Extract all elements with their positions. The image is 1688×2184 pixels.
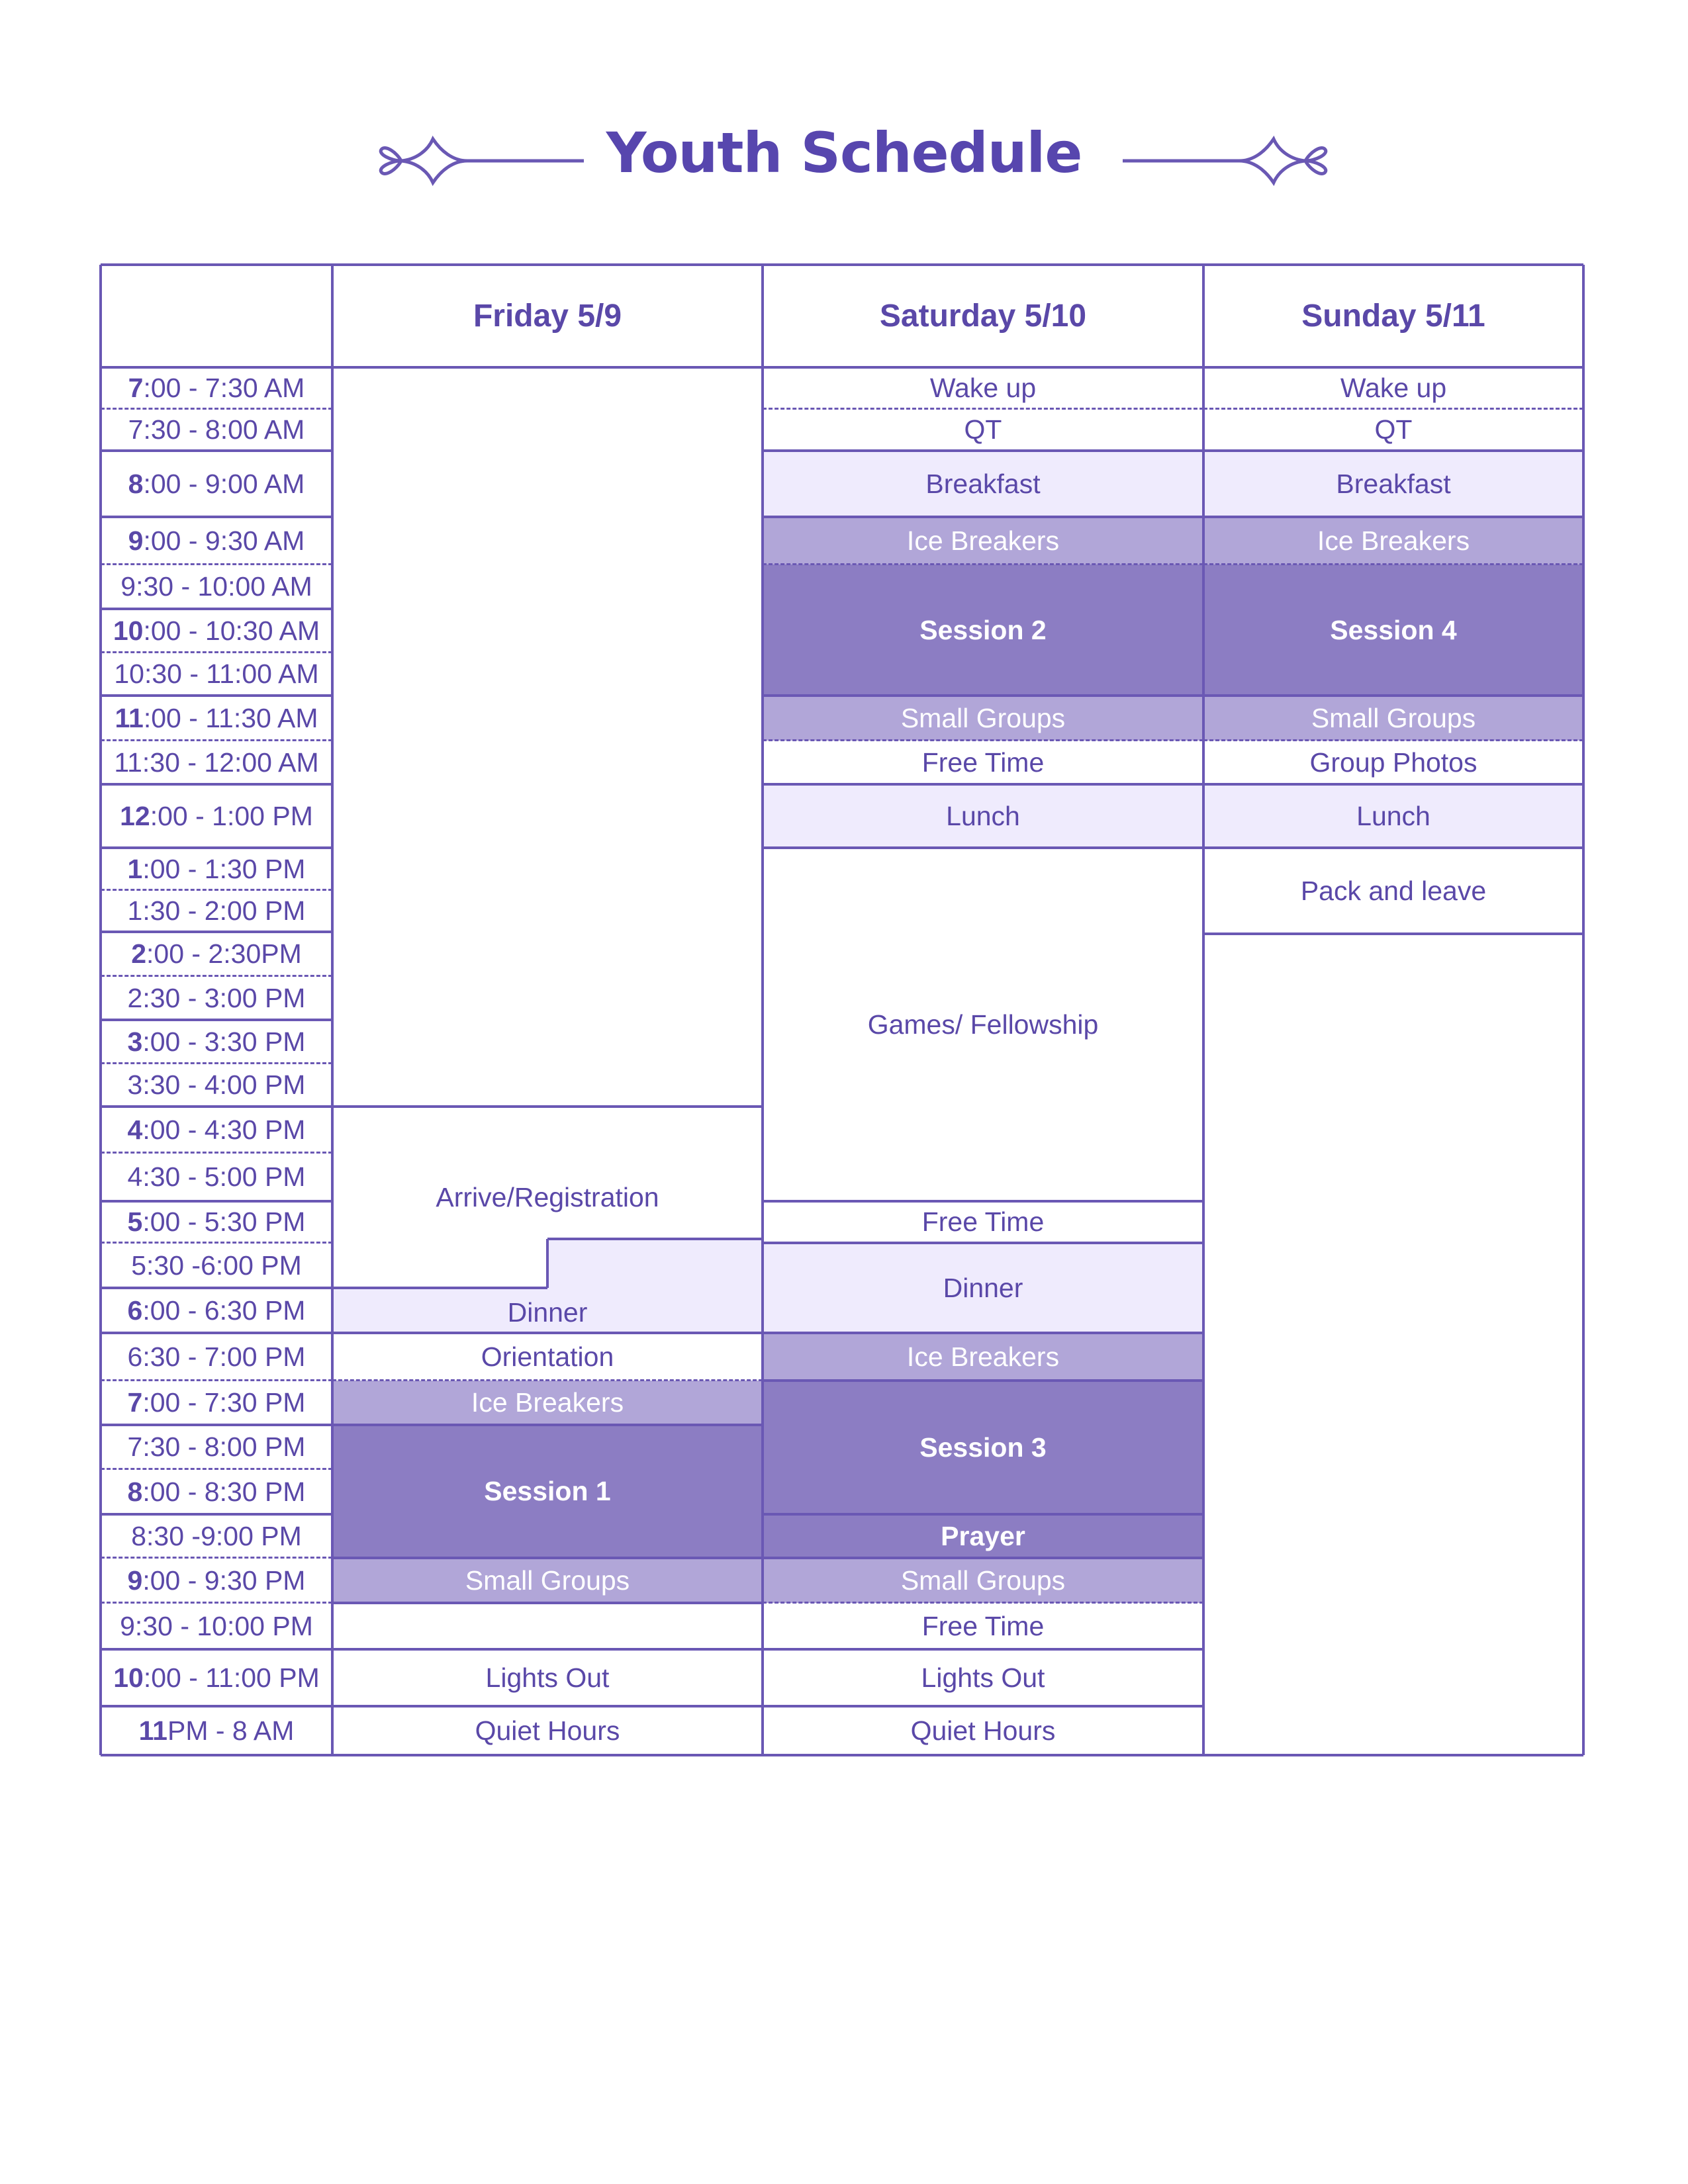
friday-orientation: Orientation (332, 1333, 763, 1381)
time-range: 9:30 - 10:00 AM (120, 571, 312, 602)
dashed-divider (101, 975, 332, 977)
divider (101, 1648, 332, 1651)
divider (763, 1648, 1203, 1651)
time-hour: 10 (113, 615, 144, 646)
saturday-free-time-am: Free Time (763, 741, 1203, 784)
divider (763, 1557, 1203, 1559)
divider (101, 1019, 332, 1021)
saturday-dinner: Dinner (763, 1243, 1203, 1333)
saturday-breakfast: Breakfast (763, 451, 1203, 517)
saturday-wake-up: Wake up (763, 367, 1203, 409)
divider (101, 931, 332, 933)
time-slot (101, 1469, 332, 1514)
divider (763, 1379, 1203, 1382)
saturday-free-time-night: Free Time (763, 1603, 1203, 1649)
divider (101, 1332, 332, 1334)
right-flourish-icon (1113, 131, 1332, 191)
friday-session-1: Session 1 (332, 1425, 763, 1558)
saturday-lunch: Lunch (763, 784, 1203, 848)
dashed-divider (101, 651, 332, 653)
time-slot (101, 1333, 332, 1381)
time-slot (101, 932, 332, 976)
time-slot (101, 565, 332, 609)
time-slot (101, 848, 332, 890)
divider (1203, 783, 1583, 786)
time-slot (101, 1603, 332, 1649)
day-header-saturday: Saturday 5/10 (879, 298, 1087, 334)
day-header-sunday: Sunday 5/11 (1301, 298, 1485, 334)
time-hour: 11 (138, 1715, 167, 1746)
time-slot (101, 1706, 332, 1755)
time-range: :00 - 9:30 PM (142, 1565, 306, 1596)
time-range: :00 - 11:00 PM (143, 1662, 320, 1693)
divider (332, 1557, 763, 1559)
friday-quiet-hours: Quiet Hours (332, 1706, 763, 1755)
sunday-session-4: Session 4 (1203, 565, 1583, 696)
time-range: :00 - 10:30 AM (143, 615, 320, 646)
time-slot (101, 1201, 332, 1243)
dashed-divider (763, 563, 1203, 565)
dashed-divider (332, 1379, 763, 1381)
divider (101, 1200, 332, 1203)
friday-arrive-registration: Arrive/Registration (332, 1107, 763, 1288)
time-slot (101, 1381, 332, 1425)
time-range: 10:30 - 11:00 AM (114, 659, 319, 689)
time-range: :00 - 3:30 PM (142, 1026, 306, 1057)
time-slot (101, 696, 332, 741)
dashed-divider (1203, 739, 1583, 741)
dashed-divider (101, 1468, 332, 1470)
time-range: PM - 8 AM (167, 1715, 295, 1746)
divider (101, 366, 1583, 369)
time-range: :00 - 2:30PM (146, 938, 302, 969)
dashed-divider (1203, 408, 1583, 410)
divider (763, 516, 1203, 518)
time-slot (101, 741, 332, 784)
friday-dinner-upper (547, 1239, 763, 1288)
time-slot (101, 609, 332, 653)
divider (332, 1705, 763, 1707)
time-range: 2:30 - 3:00 PM (127, 982, 306, 1013)
dashed-divider (101, 889, 332, 891)
divider (763, 783, 1203, 786)
time-hour: 4 (127, 1114, 143, 1145)
saturday-qt: QT (763, 409, 1203, 451)
time-slot (101, 1153, 332, 1201)
time-slot (101, 1020, 332, 1064)
saturday-lights-out: Lights Out (763, 1649, 1203, 1706)
time-slot (101, 890, 332, 932)
time-slot (101, 1243, 332, 1288)
time-slot (101, 451, 332, 517)
divider (332, 1648, 763, 1651)
time-slot (101, 1064, 332, 1107)
divider (101, 608, 332, 610)
divider (332, 1287, 547, 1289)
column-divider (546, 1239, 549, 1288)
dashed-divider (101, 1602, 332, 1604)
time-hour: 8 (128, 468, 144, 499)
sunday-wake-up: Wake up (1203, 367, 1583, 409)
saturday-free-time-pm: Free Time (763, 1201, 1203, 1243)
time-range: 9:30 - 10:00 PM (120, 1610, 313, 1641)
sunday-breakfast: Breakfast (1203, 451, 1583, 517)
divider (101, 516, 332, 518)
divider (763, 846, 1203, 849)
sunday-ice-breakers: Ice Breakers (1203, 517, 1583, 565)
divider (332, 1424, 763, 1426)
time-range: :00 - 7:30 AM (143, 373, 305, 403)
column-divider (761, 265, 764, 1755)
divider (332, 1602, 763, 1604)
time-slot (101, 1558, 332, 1603)
time-range: :00 - 9:30 AM (143, 525, 305, 556)
sunday-qt: QT (1203, 409, 1583, 451)
time-hour: 2 (131, 938, 147, 969)
time-slot (101, 784, 332, 848)
dashed-divider (101, 1557, 332, 1559)
divider (763, 1332, 1203, 1334)
sunday-group-photos: Group Photos (1203, 741, 1583, 784)
saturday-small-groups-pm: Small Groups (763, 1558, 1203, 1603)
time-slot (101, 653, 332, 696)
divider (1203, 449, 1583, 452)
divider (1203, 516, 1583, 518)
time-slot (101, 367, 332, 409)
time-slot (101, 409, 332, 451)
friday-dinner: Dinner (332, 1288, 763, 1333)
divider (101, 783, 332, 786)
divider (1203, 933, 1583, 935)
time-hour: 10 (113, 1662, 144, 1693)
day-header-friday: Friday 5/9 (473, 298, 622, 334)
saturday-small-groups-am: Small Groups (763, 696, 1203, 741)
divider (763, 1513, 1203, 1516)
divider (101, 263, 1583, 266)
dashed-divider (763, 739, 1203, 741)
time-range: 6:30 - 7:00 PM (127, 1341, 306, 1372)
divider (101, 846, 332, 849)
friday-small-groups: Small Groups (332, 1558, 763, 1603)
divider (101, 449, 332, 452)
divider (332, 1105, 763, 1108)
saturday-ice-breakers-pm: Ice Breakers (763, 1333, 1203, 1381)
time-range: 1:30 - 2:00 PM (127, 895, 306, 926)
time-hour: 6 (127, 1295, 143, 1326)
time-range: 8:30 -9:00 PM (131, 1520, 302, 1551)
divider (1203, 694, 1583, 697)
divider (1203, 846, 1583, 849)
divider (101, 1287, 332, 1289)
column-divider (1582, 265, 1585, 1755)
time-range: :00 - 9:00 AM (143, 468, 305, 499)
time-hour: 9 (128, 525, 144, 556)
time-hour: 12 (120, 800, 150, 831)
sunday-pack-and-leave: Pack and leave (1203, 848, 1583, 934)
sunday-small-groups: Small Groups (1203, 696, 1583, 741)
time-hour: 3 (127, 1026, 143, 1057)
dashed-divider (101, 1242, 332, 1244)
time-range: 5:30 -6:00 PM (131, 1250, 302, 1281)
divider (101, 1424, 332, 1426)
divider (101, 1513, 332, 1516)
time-slot (101, 1288, 332, 1333)
time-range: 11:30 - 12:00 AM (114, 747, 319, 778)
saturday-games-fellowship: Games/ Fellowship (763, 848, 1203, 1201)
time-range: 3:30 - 4:00 PM (127, 1069, 306, 1100)
divider (763, 694, 1203, 697)
time-range: :00 - 6:30 PM (142, 1295, 306, 1326)
time-slot (101, 976, 332, 1020)
page-title: Youth Schedule (606, 120, 1082, 185)
dashed-divider (101, 739, 332, 741)
dashed-divider (101, 1152, 332, 1154)
time-slot (101, 1425, 332, 1469)
divider (101, 694, 332, 697)
saturday-session-3: Session 3 (763, 1381, 1203, 1514)
divider (101, 1754, 1583, 1756)
time-slot (101, 517, 332, 565)
saturday-ice-breakers-am: Ice Breakers (763, 517, 1203, 565)
dashed-divider (1203, 563, 1583, 565)
time-hour: 1 (127, 853, 143, 884)
time-range: :00 - 5:30 PM (142, 1206, 306, 1237)
divider (763, 1705, 1203, 1707)
column-divider (331, 265, 334, 1755)
time-range: :00 - 11:30 AM (143, 702, 318, 733)
divider (763, 1200, 1203, 1203)
time-range: :00 - 4:30 PM (142, 1114, 306, 1145)
time-slot (101, 1107, 332, 1153)
dashed-divider (101, 1379, 332, 1381)
divider (763, 449, 1203, 452)
time-slot (101, 1514, 332, 1558)
divider (101, 1705, 332, 1707)
friday-ice-breakers: Ice Breakers (332, 1381, 763, 1425)
column-divider (99, 265, 102, 1755)
time-range: :00 - 1:30 PM (142, 853, 306, 884)
time-hour: 11 (115, 702, 144, 733)
schedule-table (101, 265, 1583, 1755)
time-hour: 8 (127, 1476, 143, 1507)
sunday-lunch: Lunch (1203, 784, 1583, 848)
divider (332, 1332, 763, 1334)
time-hour: 5 (127, 1206, 143, 1237)
saturday-session-2: Session 2 (763, 565, 1203, 696)
time-range: :00 - 8:30 PM (142, 1476, 306, 1507)
dashed-divider (101, 1062, 332, 1064)
time-range: 7:30 - 8:00 PM (127, 1432, 306, 1462)
time-hour: 7 (128, 373, 144, 403)
time-hour: 9 (127, 1565, 143, 1596)
time-range: :00 - 1:00 PM (150, 800, 313, 831)
column-divider (1202, 265, 1205, 1755)
saturday-prayer: Prayer (763, 1514, 1203, 1558)
saturday-quiet-hours: Quiet Hours (763, 1706, 1203, 1755)
time-range: :00 - 7:30 PM (142, 1387, 306, 1418)
divider (763, 1242, 1203, 1244)
page-header (0, 113, 1688, 205)
time-slot (101, 1649, 332, 1706)
time-hour: 7 (127, 1387, 143, 1418)
dashed-divider (101, 563, 332, 565)
dashed-divider (101, 408, 332, 410)
time-range: 7:30 - 8:00 AM (128, 414, 305, 445)
friday-lights-out: Lights Out (332, 1649, 763, 1706)
time-range: 4:30 - 5:00 PM (127, 1161, 306, 1192)
dashed-divider (763, 1602, 1203, 1604)
divider (547, 1238, 763, 1240)
dashed-divider (763, 408, 1203, 410)
divider (101, 1105, 332, 1108)
